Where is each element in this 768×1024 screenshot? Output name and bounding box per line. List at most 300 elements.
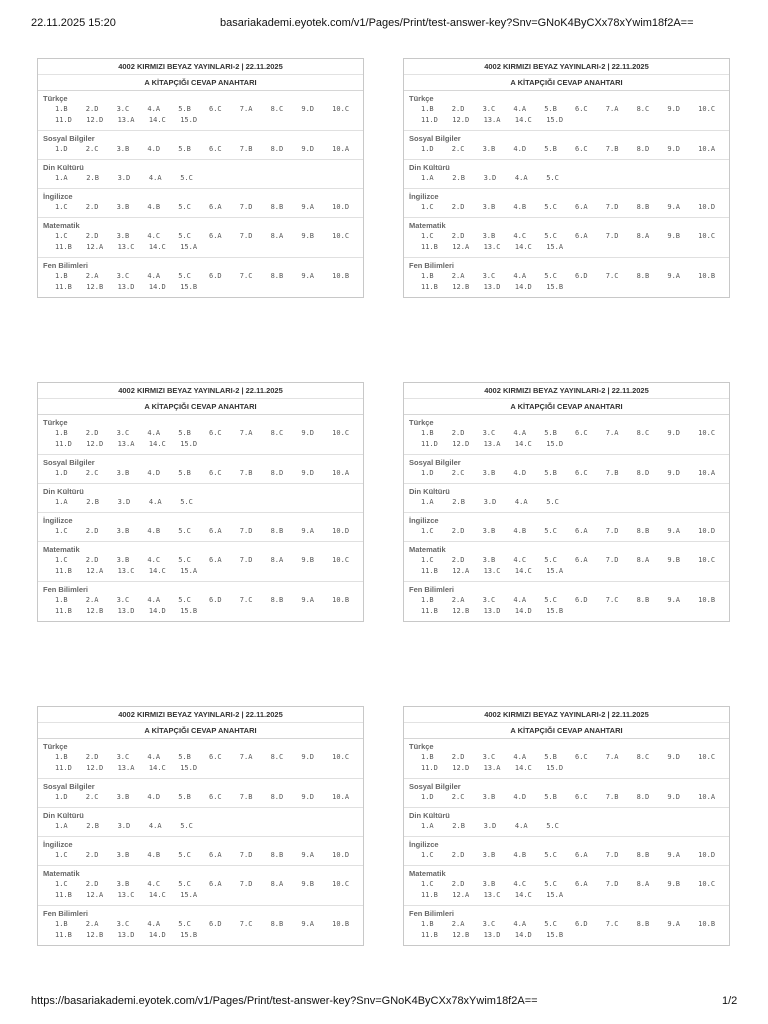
answer-cell: 3.B (116, 145, 130, 153)
answer-row (38, 468, 363, 479)
subject-name: Matematik (409, 869, 446, 878)
answer-cell: 5.C (546, 498, 559, 506)
answer-key-card (403, 706, 730, 946)
answer-cell: 8.D (270, 145, 284, 153)
answer-cell: 9.B (667, 556, 681, 564)
answer-cell: 12.A (86, 567, 104, 575)
subject-block (404, 906, 729, 945)
answer-cell: 6.A (574, 203, 588, 211)
answer-cell: 10.B (332, 920, 350, 928)
answer-cell: 7.D (239, 851, 253, 859)
answer-cell: 6.D (574, 596, 588, 604)
answer-cell: 5.C (178, 232, 191, 240)
card-header (404, 383, 729, 415)
answer-key-card (37, 382, 364, 622)
answer-cell: 2.A (85, 920, 99, 928)
answer-cell: 13.C (117, 243, 135, 251)
subject-block (38, 91, 363, 131)
answer-cell: 7.A (605, 105, 619, 113)
answer-cell: 1.B (55, 920, 68, 928)
answer-cell: 3.D (117, 498, 131, 506)
answer-cell: 5.C (178, 920, 191, 928)
answer-cell: 5.C (178, 596, 191, 604)
answer-cell: 3.C (116, 105, 130, 113)
answer-cell: 14.C (514, 764, 532, 772)
answer-cell: 10.C (332, 880, 350, 888)
answer-cell: 3.C (116, 429, 130, 437)
subject-name: Sosyal Bilgiler (43, 458, 95, 467)
answer-cell: 5.B (544, 469, 557, 477)
answer-cell: 10.A (332, 145, 350, 153)
answer-cell: 15.B (180, 283, 198, 291)
answer-row (38, 104, 363, 115)
answer-cell: 4.B (513, 527, 527, 535)
answer-row (404, 526, 729, 537)
answer-cell: 4.C (147, 232, 161, 240)
answer-cell: 5.C (178, 203, 191, 211)
answer-cell: 10.B (698, 920, 716, 928)
subject-block (404, 258, 729, 297)
answer-cell: 2.C (451, 469, 465, 477)
answer-cell: 15.D (546, 440, 564, 448)
card-subtitle: A KİTAPÇIĞI CEVAP ANAHTARI (510, 78, 623, 87)
answer-cell: 2.A (85, 596, 99, 604)
answer-cell: 15.A (180, 891, 198, 899)
answer-cell: 5.C (178, 556, 191, 564)
answer-cell: 4.C (513, 880, 527, 888)
answer-cell: 11.B (421, 283, 438, 291)
subject-name: Fen Bilimleri (43, 261, 89, 270)
answer-row (38, 890, 363, 901)
answer-cell: 11.B (55, 607, 72, 615)
answer-cell: 1.B (421, 753, 434, 761)
subject-block (38, 542, 363, 582)
subject-name: Matematik (43, 545, 80, 554)
answer-cell: 8.B (636, 527, 650, 535)
answer-cell: 7.D (605, 851, 619, 859)
answer-cell: 2.D (85, 232, 99, 240)
subject-name: Sosyal Bilgiler (409, 134, 461, 143)
answer-cell: 11.D (421, 764, 438, 772)
answer-row (38, 202, 363, 213)
subject-block (38, 258, 363, 297)
answer-cell: 4.A (513, 105, 527, 113)
answer-cell: 8.D (636, 469, 650, 477)
answer-cell: 10.D (332, 851, 350, 859)
answer-cell: 11.B (55, 931, 72, 939)
answer-cell: 6.C (208, 793, 222, 801)
answer-cell: 8.C (636, 105, 650, 113)
subject-block (404, 415, 729, 455)
card-title: 4002 KIRMIZI BEYAZ YAYINLARI-2 | 22.11.2025 (404, 383, 729, 399)
answer-cell: 14.C (514, 891, 532, 899)
subject-name: Fen Bilimleri (409, 585, 455, 594)
answer-cell: 15.A (546, 891, 564, 899)
answer-cell: 3.B (482, 880, 496, 888)
answer-cell: 1.C (421, 851, 434, 859)
answer-cell: 5.C (544, 920, 557, 928)
answer-cell: 10.D (698, 527, 716, 535)
answer-cell: 9.D (667, 429, 681, 437)
answer-row (404, 115, 729, 126)
answer-cell: 3.D (117, 822, 131, 830)
answer-row (38, 919, 363, 930)
answer-cell: 7.B (605, 793, 619, 801)
answer-cell: 7.D (239, 527, 253, 535)
answer-row (38, 850, 363, 861)
answer-cell: 9.A (667, 527, 681, 535)
answer-key-card (403, 382, 730, 622)
answer-cell: 9.D (301, 793, 315, 801)
answer-cell: 6.C (574, 793, 588, 801)
answer-cell: 2.D (451, 851, 465, 859)
subject-name: İngilizce (409, 840, 439, 849)
answer-cell: 15.B (546, 607, 564, 615)
answer-cell: 9.B (301, 880, 315, 888)
answer-cell: 1.A (421, 822, 434, 830)
answer-row (404, 242, 729, 253)
answer-cell: 4.B (147, 851, 161, 859)
answer-cell: 7.A (239, 105, 253, 113)
answer-cell: 8.A (636, 232, 650, 240)
card-subtitle: A KİTAPÇIĞI CEVAP ANAHTARI (144, 402, 257, 411)
answer-cell: 1.B (421, 272, 434, 280)
answer-cell: 12.B (452, 283, 470, 291)
card-subtitle: A KİTAPÇIĞI CEVAP ANAHTARI (510, 726, 623, 735)
answer-cell: 5.B (178, 753, 191, 761)
answer-row (38, 879, 363, 890)
answer-cell: 10.C (332, 429, 350, 437)
answer-cell: 13.D (117, 607, 135, 615)
answer-row (38, 428, 363, 439)
answer-row (404, 919, 729, 930)
subject-name: Matematik (43, 221, 80, 230)
answer-cell: 1.C (421, 527, 434, 535)
answer-cell: 3.B (482, 145, 496, 153)
answer-cell: 2.B (452, 822, 465, 830)
answer-cell: 7.C (239, 920, 253, 928)
subject-block (404, 160, 729, 189)
answer-cell: 13.A (483, 116, 501, 124)
answer-cell: 7.C (239, 272, 253, 280)
answer-cell: 2.D (451, 105, 465, 113)
answer-cell: 6.A (208, 232, 222, 240)
answer-cell: 2.C (85, 469, 99, 477)
answer-cell: 7.D (239, 880, 253, 888)
answer-cell: 2.A (85, 272, 99, 280)
answer-cell: 6.A (574, 851, 588, 859)
answer-cell: 8.C (270, 753, 284, 761)
answer-cell: 13.C (483, 891, 501, 899)
answer-cell: 1.B (421, 105, 434, 113)
answer-row (404, 930, 729, 941)
answer-row (404, 606, 729, 617)
subject-name: İngilizce (43, 516, 73, 525)
answer-row (38, 242, 363, 253)
subject-block (404, 513, 729, 542)
answer-cell: 15.A (180, 243, 198, 251)
answer-cell: 5.C (544, 880, 557, 888)
answer-cell: 8.D (270, 469, 284, 477)
answer-cell: 13.C (483, 243, 501, 251)
answer-cell: 14.D (148, 283, 166, 291)
answer-cell: 3.B (116, 851, 130, 859)
answer-cell: 3.C (116, 272, 130, 280)
answer-cell: 1.C (55, 851, 68, 859)
card-title: 4002 KIRMIZI BEYAZ YAYINLARI-2 | 22.11.2025 (38, 707, 363, 723)
answer-cell: 2.D (85, 753, 99, 761)
answer-cell: 13.D (483, 283, 501, 291)
answer-row (38, 595, 363, 606)
answer-cell: 10.D (332, 527, 350, 535)
answer-cell: 2.C (451, 145, 465, 153)
answer-cell: 9.D (667, 753, 681, 761)
answer-cell: 10.B (698, 596, 716, 604)
answer-cell: 10.A (698, 469, 716, 477)
answer-key-card (37, 706, 364, 946)
answer-key-card (37, 58, 364, 298)
answer-row (38, 271, 363, 282)
answer-cell: 12.B (452, 931, 470, 939)
subject-name: Fen Bilimleri (43, 909, 89, 918)
answer-cell: 1.B (55, 753, 68, 761)
answer-cell: 9.D (301, 145, 315, 153)
answer-cell: 3.B (116, 203, 130, 211)
answer-cell: 2.D (451, 203, 465, 211)
subject-name: Din Kültürü (43, 163, 84, 172)
answer-cell: 3.B (482, 851, 496, 859)
subject-block (404, 484, 729, 513)
answer-cell: 13.A (117, 116, 135, 124)
answer-cell: 4.A (513, 753, 527, 761)
answer-cell: 11.D (55, 116, 72, 124)
answer-cell: 15.D (180, 116, 198, 124)
answer-row (404, 566, 729, 577)
subject-block (404, 866, 729, 906)
answer-cell: 1.A (421, 498, 434, 506)
answer-cell: 2.D (85, 556, 99, 564)
answer-cell: 4.A (513, 920, 527, 928)
subject-name: Fen Bilimleri (43, 585, 89, 594)
answer-cell: 5.C (180, 822, 193, 830)
answer-cell: 4.A (514, 498, 528, 506)
answer-cell: 3.C (482, 753, 496, 761)
answer-cell: 5.C (544, 272, 557, 280)
answer-cell: 4.B (513, 851, 527, 859)
subject-name: İngilizce (43, 192, 73, 201)
subject-block (38, 513, 363, 542)
answer-cell: 6.A (574, 527, 588, 535)
answer-cell: 1.C (421, 880, 434, 888)
answer-cell: 2.D (451, 880, 465, 888)
answer-row (404, 271, 729, 282)
answer-cell: 2.D (85, 429, 99, 437)
subject-block (38, 131, 363, 160)
answer-cell: 10.C (698, 880, 716, 888)
answer-cell: 12.D (452, 116, 470, 124)
answer-cell: 15.D (180, 764, 198, 772)
answer-cell: 3.B (116, 793, 130, 801)
answer-cell: 2.D (451, 429, 465, 437)
answer-row (404, 763, 729, 774)
answer-cell: 2.B (86, 498, 99, 506)
answer-cell: 9.D (667, 793, 681, 801)
answer-cell: 3.B (116, 880, 130, 888)
answer-cell: 1.A (55, 822, 68, 830)
answer-cell: 14.C (148, 567, 166, 575)
answer-cell: 6.A (574, 556, 588, 564)
answer-cell: 3.C (116, 753, 130, 761)
answer-cell: 12.A (452, 567, 470, 575)
answer-cell: 4.A (147, 272, 161, 280)
answer-cell: 10.A (698, 793, 716, 801)
answer-cell: 13.A (483, 764, 501, 772)
answer-cell: 14.C (148, 891, 166, 899)
answer-cell: 8.A (636, 556, 650, 564)
answer-cell: 5.B (178, 429, 191, 437)
answer-cell: 11.B (55, 891, 72, 899)
answer-row (404, 202, 729, 213)
answer-cell: 4.A (148, 822, 162, 830)
answer-cell: 12.B (86, 283, 104, 291)
answer-cell: 2.C (85, 145, 99, 153)
card-header (38, 59, 363, 91)
card-title: 4002 KIRMIZI BEYAZ YAYINLARI-2 | 22.11.2025 (404, 707, 729, 723)
answer-row (404, 428, 729, 439)
answer-cell: 15.B (546, 283, 564, 291)
answer-cell: 5.B (544, 753, 557, 761)
answer-cell: 9.D (301, 469, 315, 477)
answer-cell: 3.C (482, 429, 496, 437)
answer-cell: 1.C (421, 556, 434, 564)
answer-cell: 12.B (452, 607, 470, 615)
answer-cell: 4.A (148, 498, 162, 506)
answer-cell: 6.A (208, 880, 222, 888)
subject-block (38, 837, 363, 866)
answer-cell: 14.C (514, 567, 532, 575)
answer-cell: 4.A (147, 105, 161, 113)
answer-row (38, 497, 363, 508)
answer-cell: 14.C (148, 440, 166, 448)
subject-block (404, 779, 729, 808)
answer-cell: 4.B (147, 527, 161, 535)
answer-cell: 3.D (483, 822, 497, 830)
answer-cell: 7.A (605, 429, 619, 437)
answer-cell: 7.D (605, 880, 619, 888)
subject-block (38, 415, 363, 455)
subject-block (404, 455, 729, 484)
answer-cell: 6.C (208, 469, 222, 477)
answer-cell: 6.A (574, 880, 588, 888)
answer-cell: 3.B (482, 203, 496, 211)
answer-row (38, 606, 363, 617)
answer-row (38, 231, 363, 242)
answer-cell: 4.A (514, 822, 528, 830)
answer-cell: 2.D (85, 880, 99, 888)
answer-cell: 11.D (55, 764, 72, 772)
answer-cell: 9.D (667, 105, 681, 113)
subject-name: Türkçe (409, 418, 434, 427)
answer-cell: 7.D (605, 232, 619, 240)
answer-cell: 11.B (55, 283, 72, 291)
answer-cell: 10.A (332, 469, 350, 477)
answer-cell: 6.A (208, 851, 222, 859)
answer-cell: 5.B (544, 793, 557, 801)
answer-cell: 5.B (178, 145, 191, 153)
answer-cell: 6.C (208, 429, 222, 437)
answer-cell: 9.B (667, 232, 681, 240)
answer-cell: 11.D (55, 440, 72, 448)
answer-row (38, 821, 363, 832)
answer-cell: 10.C (698, 429, 716, 437)
subject-name: Sosyal Bilgiler (409, 782, 461, 791)
answer-cell: 3.B (482, 527, 496, 535)
answer-row (38, 930, 363, 941)
print-datetime: 22.11.2025 15:20 (31, 17, 116, 29)
answer-row (404, 595, 729, 606)
answer-cell: 12.D (452, 440, 470, 448)
answer-row (38, 763, 363, 774)
answer-cell: 1.B (421, 920, 434, 928)
subject-name: Matematik (409, 221, 446, 230)
answer-row (38, 173, 363, 184)
card-title: 4002 KIRMIZI BEYAZ YAYINLARI-2 | 22.11.2025 (38, 59, 363, 75)
answer-cell: 6.C (208, 753, 222, 761)
subject-block (38, 739, 363, 779)
answer-cell: 4.B (513, 203, 527, 211)
answer-cell: 4.A (513, 596, 527, 604)
subject-block (38, 484, 363, 513)
answer-cell: 9.A (301, 596, 315, 604)
answer-cell: 7.D (605, 556, 619, 564)
answer-cell: 13.D (483, 607, 501, 615)
answer-cell: 8.B (636, 203, 650, 211)
answer-cell: 13.C (117, 567, 135, 575)
subject-block (404, 837, 729, 866)
answer-cell: 1.D (55, 469, 68, 477)
answer-cell: 11.B (55, 567, 72, 575)
answer-cell: 8.B (270, 920, 284, 928)
answer-cell: 8.B (270, 203, 284, 211)
subject-block (404, 131, 729, 160)
answer-cell: 8.B (270, 527, 284, 535)
answer-cell: 9.B (301, 232, 315, 240)
answer-cell: 7.C (239, 596, 253, 604)
answer-cell: 10.A (698, 145, 716, 153)
subject-block (404, 739, 729, 779)
answer-cell: 1.C (55, 880, 68, 888)
answer-cell: 8.D (636, 793, 650, 801)
answer-cell: 6.D (208, 596, 222, 604)
answer-cell: 4.A (148, 174, 162, 182)
answer-cell: 11.B (421, 243, 438, 251)
answer-cell: 12.B (86, 607, 104, 615)
subject-name: Sosyal Bilgiler (43, 134, 95, 143)
answer-cell: 5.B (544, 429, 557, 437)
answer-cell: 7.D (239, 232, 253, 240)
answer-row (38, 526, 363, 537)
card-title: 4002 KIRMIZI BEYAZ YAYINLARI-2 | 22.11.2025 (404, 59, 729, 75)
answer-cell: 10.C (698, 556, 716, 564)
answer-cell: 3.B (482, 232, 496, 240)
answer-cell: 5.C (546, 822, 559, 830)
answer-row (404, 792, 729, 803)
answer-cell: 14.D (514, 607, 532, 615)
answer-cell: 15.B (180, 607, 198, 615)
answer-cell: 3.D (483, 498, 497, 506)
answer-cell: 8.C (270, 429, 284, 437)
answer-cell: 2.A (451, 596, 465, 604)
